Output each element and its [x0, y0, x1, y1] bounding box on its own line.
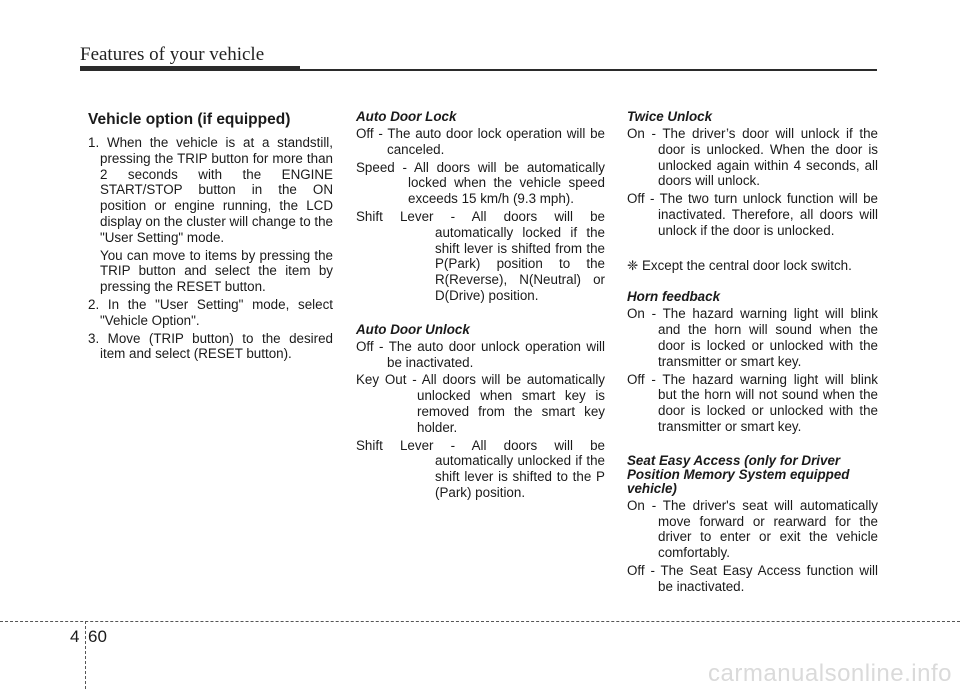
header-rule-thin — [300, 69, 877, 71]
footer-vertical-rule — [85, 621, 86, 689]
page-chapter-number: 4 — [70, 627, 80, 646]
step-2: 2. In the "User Setting" mode, select "Vehicle Option". — [88, 296, 333, 328]
heading-twice-unlock: Twice Unlock — [627, 109, 713, 124]
twice-unlock-on: On - The driver’s door will unlock if the door is unlocked. When the door is unlocked again within 4 seconds, all doors will unlock. — [627, 126, 878, 189]
heading-seat-easy-access: Seat Easy Access (only for Driver Position Memory System equipped vehicle) — [627, 452, 850, 496]
horn-feedback-off: Off - The hazard warning light will blink but the horn will not sound when the door is locked or unlocked with the transmitter or smart key. — [627, 371, 878, 434]
step-1: 1. When the vehicle is at a standstill, pressing the TRIP button for more than 2 seconds with the ENGINE START/STOP button in the ON position or engine running, the LCD display on the cluster will change to the "User Setting" mode. — [88, 135, 333, 245]
step-1-note: You can move to items by pressing the TRIP button and select the item by pressing the RESET button. — [100, 247, 333, 295]
section-heading-vehicle-option: Vehicle option (if equipped) — [88, 111, 291, 128]
page-number: 60 — [88, 627, 107, 646]
heading-auto-door-lock: Auto Door Lock — [356, 109, 457, 124]
footer-dashed-rule — [0, 621, 960, 622]
seat-easy-access-off: Off - The Seat Easy Access function will be inactivated. — [627, 562, 878, 594]
watermark: carmanualsonline.info — [708, 660, 952, 687]
column-auto-door — [356, 110, 605, 503]
auto-unlock-shift-lever: Shift Lever - All doors will be automatically unlocked if the shift lever is shifted to the P (Park) position. — [356, 437, 605, 500]
heading-horn-feedback: Horn feedback — [627, 289, 721, 305]
horn-feedback-on: On - The hazard warning light will blink and the horn will sound when the door is locked or unlocked with the transmitter or smart key. — [627, 306, 878, 369]
auto-lock-speed: Speed - All doors will be automatically locked when the vehicle speed exceeds 15 km/h (9.3 mph). — [356, 159, 605, 207]
auto-lock-off: Off - The auto door lock operation will be canceled. — [356, 126, 605, 157]
step-3: 3. Move (TRIP button) to the desired item and select (RESET button). — [88, 330, 333, 362]
auto-unlock-off: Off - The auto door unlock operation will be inactivated. — [356, 338, 605, 370]
seat-easy-access-on: On - The driver's seat will automatically move forward or rearward for the driver to enter or exit the vehicle comfortably. — [627, 497, 878, 561]
twice-unlock-off: Off - The two turn unlock function will be inactivated. Therefore, all doors will unlock if the door is unlocked. — [627, 191, 878, 238]
note-central-lock-switch: ❈ Except the central door lock switch. — [627, 257, 852, 273]
header-rule-thick — [80, 66, 300, 71]
heading-auto-door-unlock: Auto Door Unlock — [356, 321, 470, 337]
column-unlock-horn-seat — [627, 110, 878, 597]
auto-unlock-key-out: Key Out - All doors will be automatically unlocked when smart key is removed from the smart key holder. — [356, 372, 605, 435]
column-vehicle-option — [88, 110, 333, 364]
auto-lock-shift-lever: Shift Lever - All doors will be automatically locked if the shift lever is shifted from the P(Park) position to the R(Reverse), N(Neutral) or D(Drive) position. — [356, 208, 605, 303]
page-header-title: Features of your vehicle — [80, 44, 265, 65]
